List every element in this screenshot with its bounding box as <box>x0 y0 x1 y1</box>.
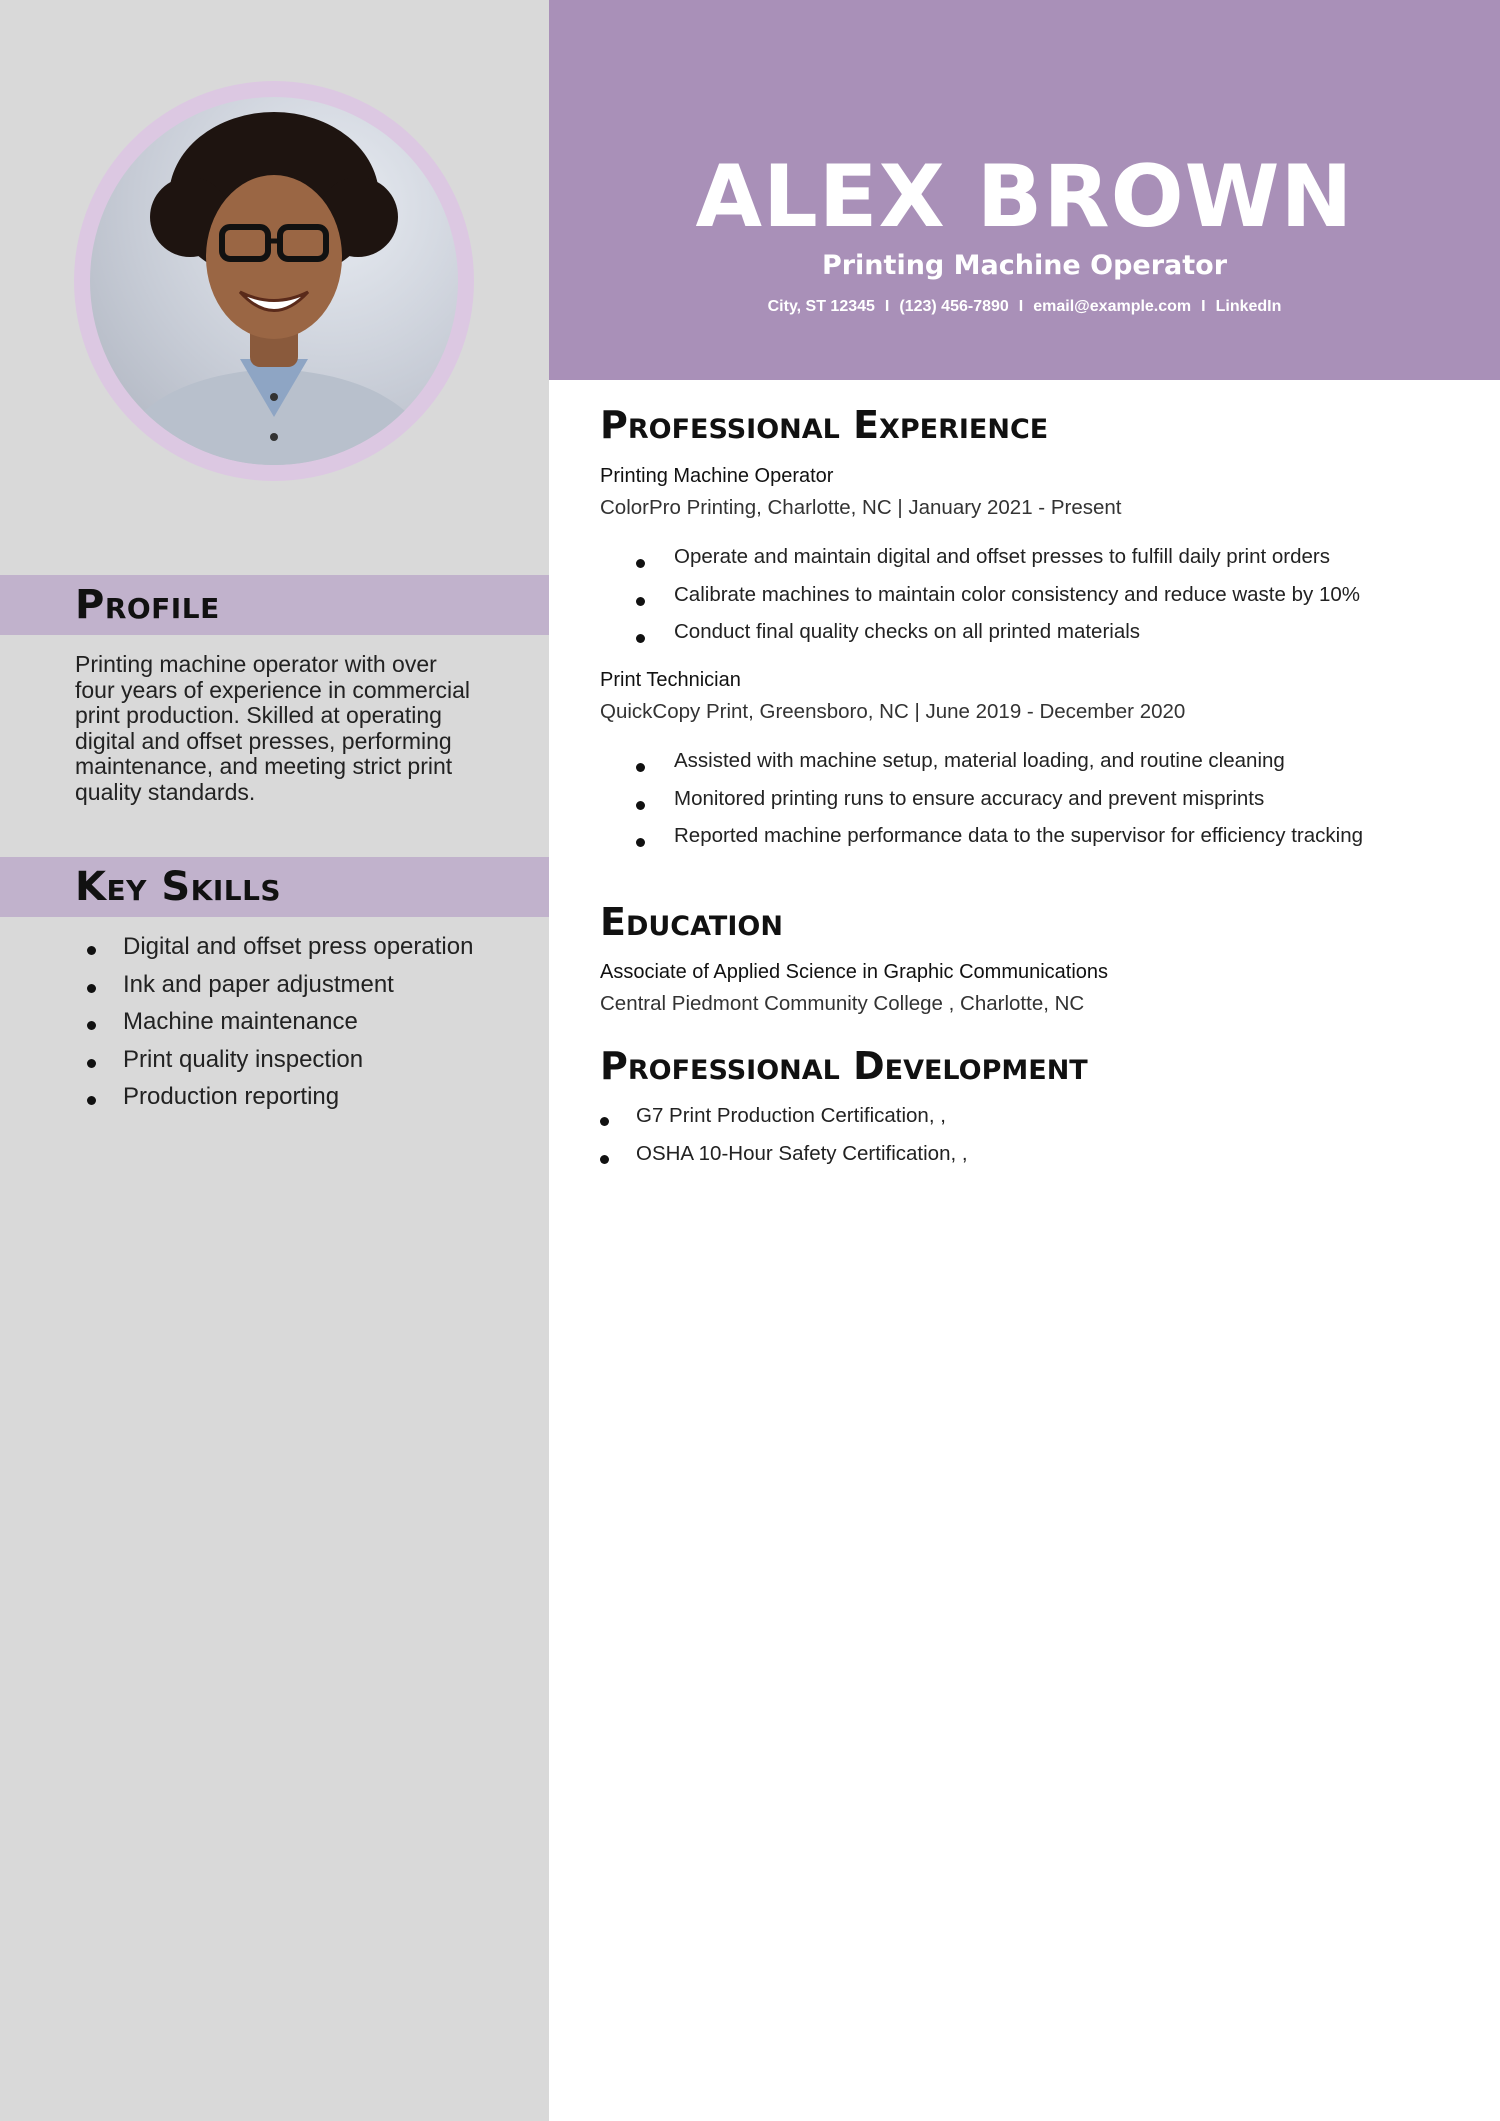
job-bullet: Reported machine performance data to the supervisor for efficiency tracking <box>636 817 1363 855</box>
skills-list <box>75 928 535 1116</box>
job-meta: QuickCopy Print, Greensboro, NC | June 2019 - December 2020 <box>600 700 1186 723</box>
skill-item: Digital and offset press operation <box>75 928 535 966</box>
profile-heading: Profile <box>75 582 220 628</box>
skill-item: Print quality inspection <box>75 1041 535 1079</box>
job-bullet: Operate and maintain digital and offset presses to fulfill daily print orders <box>636 538 1360 576</box>
job-bullet: Assisted with machine setup, material loading, and routine cleaning <box>636 742 1363 780</box>
resume-header <box>549 0 1500 380</box>
education-degree: Associate of Applied Science in Graphic Communications <box>600 961 1109 983</box>
job-title: Printing Machine Operator <box>600 465 834 487</box>
skill-item: Machine maintenance <box>75 1003 535 1041</box>
job-bullets <box>636 742 1363 855</box>
contact-phone: (123) 456-7890 <box>899 298 1009 315</box>
job-meta: ColorPro Printing, Charlotte, NC | January 2021 - Present <box>600 496 1122 519</box>
experience-heading: Professional Experience <box>600 403 1049 447</box>
skill-item: Ink and paper adjustment <box>75 966 535 1004</box>
skills-heading: Key Skills <box>75 864 282 910</box>
contact-line <box>549 296 1500 318</box>
contact-location: City, ST 12345 <box>767 298 875 315</box>
contact-separator: I <box>884 298 890 315</box>
education-school: Central Piedmont Community College , Charlotte, NC <box>600 992 1085 1015</box>
development-item: G7 Print Production Certification, , <box>600 1097 968 1135</box>
development-item: OSHA 10-Hour Safety Certification, , <box>600 1135 968 1173</box>
job-bullet: Conduct final quality checks on all printed materials <box>636 613 1360 651</box>
job-bullets <box>636 538 1360 651</box>
development-list <box>600 1097 968 1172</box>
candidate-name: ALEX BROWN <box>695 147 1354 247</box>
sidebar <box>0 0 549 2121</box>
development-heading: Professional Development <box>600 1044 1088 1088</box>
job-title: Print Technician <box>600 669 741 691</box>
job-bullet: Calibrate machines to maintain color consistency and reduce waste by 10% <box>636 576 1360 614</box>
contact-separator: I <box>1201 298 1206 315</box>
person-portrait-icon <box>90 97 458 465</box>
profile-photo <box>90 97 458 465</box>
profile-photo-frame <box>74 81 474 481</box>
contact-separator: I <box>1018 298 1024 315</box>
profile-summary: Printing machine operator with over four years of experience in commercial print production. Skilled at operating digital and offset presses, performing maintenance, and meeting strict print quality standards. <box>75 651 470 805</box>
skill-item: Production reporting <box>75 1078 535 1116</box>
job-bullet: Monitored printing runs to ensure accuracy and prevent misprints <box>636 780 1363 818</box>
education-heading: Education <box>600 900 783 944</box>
contact-linkedin[interactable]: LinkedIn <box>1215 298 1282 315</box>
candidate-title: Printing Machine Operator <box>821 250 1228 281</box>
contact-email[interactable]: email@example.com <box>1033 298 1192 315</box>
